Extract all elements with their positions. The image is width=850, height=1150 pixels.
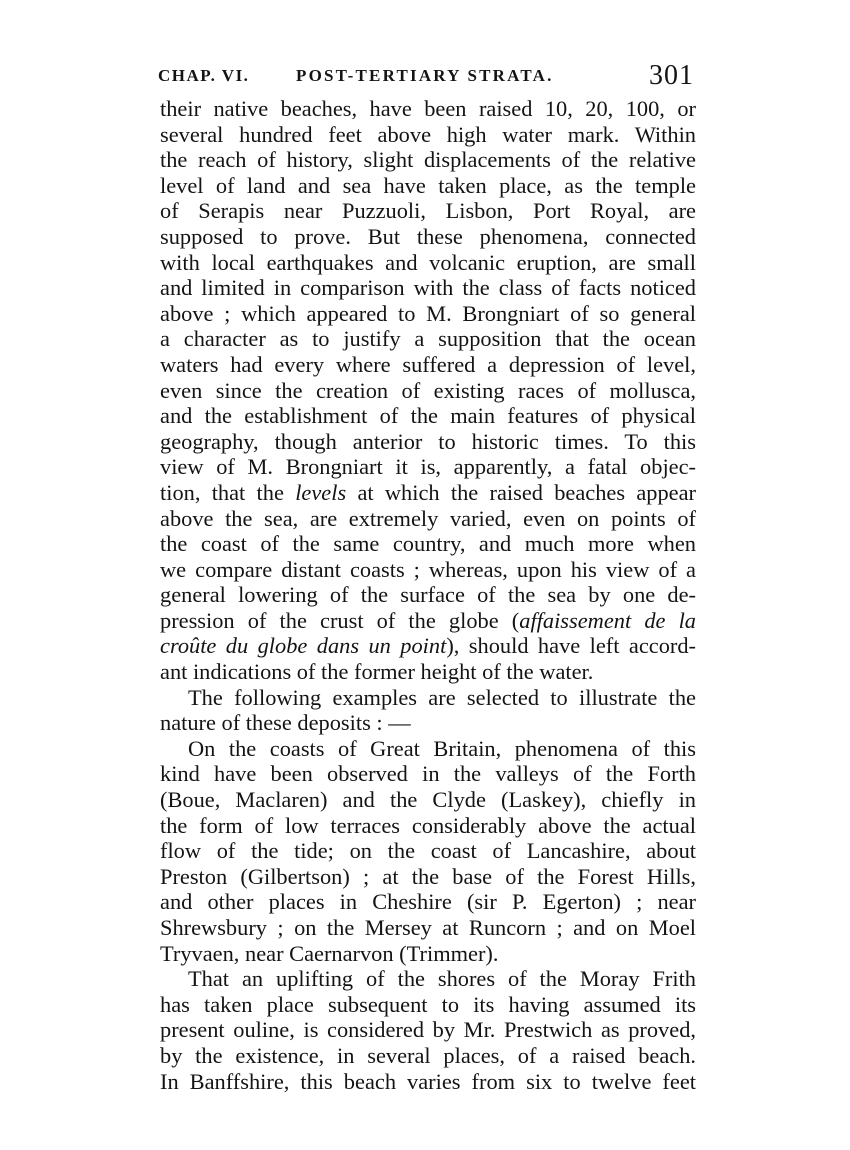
text-line: nature of these deposits : — — [160, 710, 411, 736]
text-line-mixed — [160, 480, 696, 506]
text-line: and other places in Cheshire (sir P. Egerton) ; near — [160, 889, 696, 915]
text-line: geography, though anterior to historic times. To this — [160, 428, 696, 454]
text-line: level of land and sea have taken place, as the temple — [160, 172, 696, 198]
text-line: ant indications of the former height of the water. — [160, 659, 594, 685]
text-line: general lowering of the surface of the sea by one de- — [160, 582, 696, 608]
text-line: and limited in comparison with the class of facts noticed — [160, 275, 696, 301]
text-line: In Banffshire, this beach varies from six to twelve feet — [160, 1068, 696, 1094]
text-line: kind have been observed in the valleys of the Forth — [160, 761, 696, 787]
text-line: has taken place subsequent to its having assumed its — [160, 991, 696, 1017]
text-line: with local earthquakes and volcanic eruption, are small — [160, 249, 696, 275]
text-line: even since the creation of existing races of mollusca, — [160, 377, 696, 403]
text-line: Tryvaen, near Caernarvon (Trimmer). — [160, 940, 499, 966]
running-head — [158, 60, 694, 94]
text-line: of Serapis near Puzzuoli, Lisbon, Port Royal, are — [160, 198, 696, 224]
italic-text: levels — [295, 479, 347, 505]
text-line: above ; which appeared to M. Brongniart of so general — [160, 300, 696, 326]
text-line: present ouline, is considered by Mr. Prestwich as proved, — [160, 1017, 696, 1043]
text-line: above the sea, are extremely varied, even on points of — [160, 505, 696, 531]
text-line: the form of low terraces considerably above the actual — [160, 812, 696, 838]
text-line: by the existence, in several places, of a raised beach. — [160, 1042, 696, 1068]
text-line: several hundred feet above high water mark. Within — [160, 121, 696, 147]
text-line-mixed — [160, 608, 696, 634]
text-segment: pression of the crust of the globe ( — [160, 607, 520, 633]
running-title: POST-TERTIARY STRATA. — [296, 66, 554, 85]
text-line: Preston (Gilbertson) ; at the base of the Forest Hills, — [160, 863, 696, 889]
text-line: waters had every where suffered a depression of level, — [160, 351, 696, 377]
text-line: supposed to prove. But these phenomena, connected — [160, 223, 696, 249]
chapter-label: CHAP. VI. — [158, 66, 250, 85]
text-line: the coast of the same country, and much more when — [160, 531, 696, 557]
text-line: the reach of history, slight displacements of the relative — [160, 147, 696, 173]
text-line: view of M. Brongniart it is, apparently, a fatal objec- — [160, 454, 696, 480]
paragraph-first-line: That an uplifting of the shores of the Moray Frith — [188, 966, 696, 992]
text-line: (Boue, Maclaren) and the Clyde (Laskey), chiefly in — [160, 787, 696, 813]
italic-text: croûte du globe dans un point — [160, 633, 447, 659]
text-line: we compare distant coasts ; whereas, upon his view of a — [160, 556, 696, 582]
text-segment: at which the raised beaches appear — [357, 479, 697, 505]
paragraph-first-line: On the coasts of Great Britain, phenomena of this — [188, 735, 696, 761]
body-text — [160, 96, 696, 1094]
paragraph-first-line: The following examples are selected to illustrate the — [188, 684, 696, 710]
page-number: 301 — [649, 60, 694, 91]
text-line: Shrewsbury ; on the Mersey at Runcorn ; and on Moel — [160, 915, 696, 940]
text-line: flow of the tide; on the coast of Lancashire, about — [160, 838, 696, 864]
text-line: and the establishment of the main features of physical — [160, 403, 696, 429]
text-line: their native beaches, have been raised 10, 20, 100, or — [160, 96, 696, 121]
text-line-mixed — [160, 633, 696, 659]
text-line: a character as to justify a supposition that the ocean — [160, 326, 696, 352]
italic-text: affaissement de la — [519, 607, 696, 633]
text-segment: tion, that the — [160, 479, 284, 505]
text-segment: ), should have left accord- — [446, 633, 696, 659]
